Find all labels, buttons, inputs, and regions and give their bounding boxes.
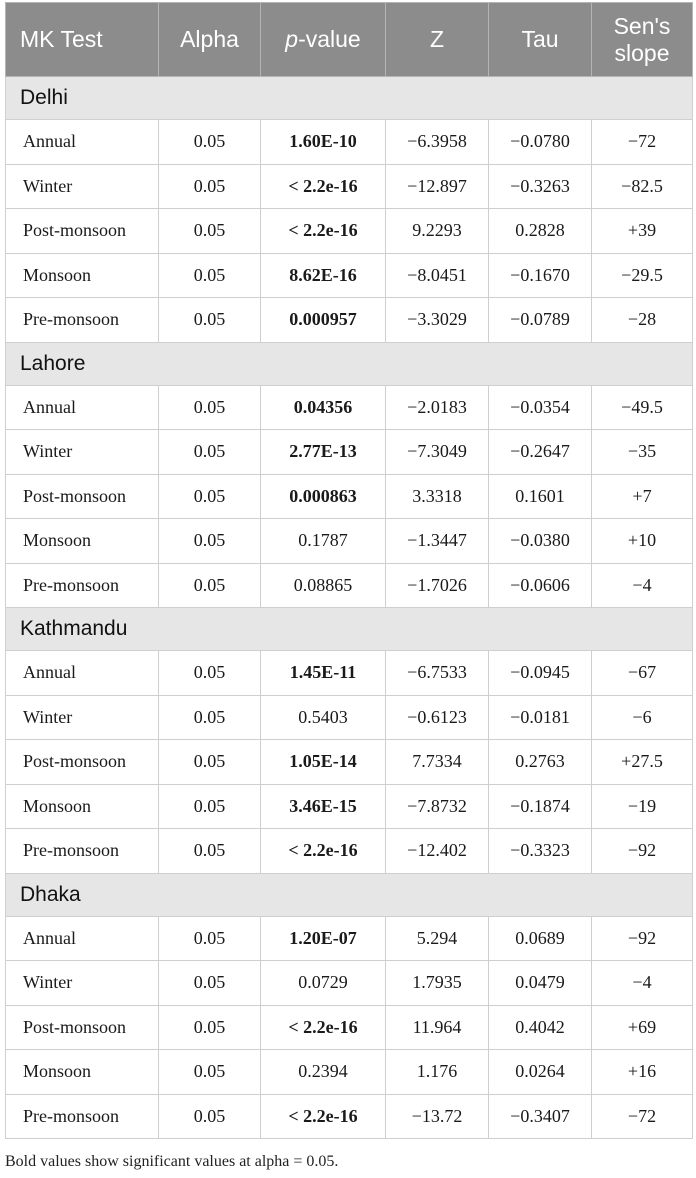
p-value-cell: 0.000863 bbox=[261, 474, 386, 519]
tau-cell: −0.3263 bbox=[489, 164, 592, 209]
alpha-cell: 0.05 bbox=[159, 784, 261, 829]
sens-slope-cell: −92 bbox=[592, 916, 693, 961]
sens-slope-cell: −6 bbox=[592, 695, 693, 740]
table-row bbox=[6, 829, 693, 874]
table-row bbox=[6, 253, 693, 298]
table-row bbox=[6, 430, 693, 475]
z-cell: 3.3318 bbox=[386, 474, 489, 519]
header-mk-test: MK Test bbox=[6, 3, 159, 77]
alpha-cell: 0.05 bbox=[159, 695, 261, 740]
sens-slope-cell: −4 bbox=[592, 563, 693, 608]
season-cell: Pre-monsoon bbox=[6, 298, 159, 343]
p-value-cell: 3.46E-15 bbox=[261, 784, 386, 829]
z-cell: −12.402 bbox=[386, 829, 489, 874]
alpha-cell: 0.05 bbox=[159, 385, 261, 430]
sens-slope-cell: −72 bbox=[592, 120, 693, 165]
tau-cell: 0.4042 bbox=[489, 1005, 592, 1050]
alpha-cell: 0.05 bbox=[159, 961, 261, 1006]
season-cell: Annual bbox=[6, 385, 159, 430]
p-value-cell: 0.000957 bbox=[261, 298, 386, 343]
season-cell: Monsoon bbox=[6, 253, 159, 298]
alpha-cell: 0.05 bbox=[159, 164, 261, 209]
table-row bbox=[6, 164, 693, 209]
season-cell: Monsoon bbox=[6, 784, 159, 829]
p-value-cell: 1.60E-10 bbox=[261, 120, 386, 165]
p-value-cell: 8.62E-16 bbox=[261, 253, 386, 298]
alpha-cell: 0.05 bbox=[159, 253, 261, 298]
tau-cell: −0.3407 bbox=[489, 1094, 592, 1139]
tau-cell: −0.1874 bbox=[489, 784, 592, 829]
sens-slope-cell: −19 bbox=[592, 784, 693, 829]
header-p-rest: -value bbox=[298, 26, 361, 52]
tau-cell: −0.3323 bbox=[489, 829, 592, 874]
sens-slope-cell: −4 bbox=[592, 961, 693, 1006]
header-sens-slope bbox=[592, 3, 693, 77]
p-value-cell: 0.04356 bbox=[261, 385, 386, 430]
season-cell: Annual bbox=[6, 120, 159, 165]
season-cell: Annual bbox=[6, 916, 159, 961]
group-label: Dhaka bbox=[6, 873, 693, 916]
sens-slope-cell: −35 bbox=[592, 430, 693, 475]
season-cell: Monsoon bbox=[6, 1050, 159, 1095]
z-cell: −6.3958 bbox=[386, 120, 489, 165]
tau-cell: 0.1601 bbox=[489, 474, 592, 519]
season-cell: Post-monsoon bbox=[6, 740, 159, 785]
group-row-delhi bbox=[6, 77, 693, 120]
z-cell: 1.7935 bbox=[386, 961, 489, 1006]
tau-cell: 0.0479 bbox=[489, 961, 592, 1006]
table-row bbox=[6, 563, 693, 608]
season-cell: Winter bbox=[6, 164, 159, 209]
z-cell: −7.8732 bbox=[386, 784, 489, 829]
header-p-italic: p bbox=[285, 26, 299, 52]
alpha-cell: 0.05 bbox=[159, 474, 261, 519]
tau-cell: 0.2828 bbox=[489, 209, 592, 254]
alpha-cell: 0.05 bbox=[159, 1094, 261, 1139]
alpha-cell: 0.05 bbox=[159, 1005, 261, 1050]
p-value-cell: < 2.2e-16 bbox=[261, 829, 386, 874]
p-value-cell: < 2.2e-16 bbox=[261, 209, 386, 254]
table-row bbox=[6, 740, 693, 785]
group-row-lahore bbox=[6, 342, 693, 385]
table-row bbox=[6, 784, 693, 829]
table-row bbox=[6, 695, 693, 740]
table-row bbox=[6, 1094, 693, 1139]
group-row-dhaka bbox=[6, 873, 693, 916]
group-label: Delhi bbox=[6, 77, 693, 120]
sens-slope-cell: −49.5 bbox=[592, 385, 693, 430]
z-cell: −8.0451 bbox=[386, 253, 489, 298]
tau-cell: −0.2647 bbox=[489, 430, 592, 475]
season-cell: Post-monsoon bbox=[6, 1005, 159, 1050]
p-value-cell: 1.05E-14 bbox=[261, 740, 386, 785]
table-row bbox=[6, 474, 693, 519]
header-z: Z bbox=[386, 3, 489, 77]
p-value-cell: 1.20E-07 bbox=[261, 916, 386, 961]
header-tau: Tau bbox=[489, 3, 592, 77]
table-body bbox=[6, 77, 693, 1139]
table-row bbox=[6, 209, 693, 254]
sens-slope-cell: +39 bbox=[592, 209, 693, 254]
group-label: Kathmandu bbox=[6, 608, 693, 651]
p-value-cell: 0.08865 bbox=[261, 563, 386, 608]
sens-slope-cell: +16 bbox=[592, 1050, 693, 1095]
alpha-cell: 0.05 bbox=[159, 829, 261, 874]
footnote: Bold values show significant values at alpha = 0.05. bbox=[5, 1153, 339, 1170]
sens-slope-cell: −28 bbox=[592, 298, 693, 343]
table-row bbox=[6, 120, 693, 165]
tau-cell: −0.1670 bbox=[489, 253, 592, 298]
alpha-cell: 0.05 bbox=[159, 563, 261, 608]
p-value-cell: 2.77E-13 bbox=[261, 430, 386, 475]
p-value-cell: < 2.2e-16 bbox=[261, 1094, 386, 1139]
season-cell: Pre-monsoon bbox=[6, 829, 159, 874]
season-cell: Pre-monsoon bbox=[6, 563, 159, 608]
sens-slope-cell: +7 bbox=[592, 474, 693, 519]
z-cell: −1.3447 bbox=[386, 519, 489, 564]
tau-cell: −0.0780 bbox=[489, 120, 592, 165]
season-cell: Pre-monsoon bbox=[6, 1094, 159, 1139]
z-cell: −2.0183 bbox=[386, 385, 489, 430]
alpha-cell: 0.05 bbox=[159, 519, 261, 564]
sens-slope-cell: −67 bbox=[592, 651, 693, 696]
p-value-cell: 0.0729 bbox=[261, 961, 386, 1006]
table-row bbox=[6, 916, 693, 961]
sens-slope-cell: −92 bbox=[592, 829, 693, 874]
table-row bbox=[6, 961, 693, 1006]
tau-cell: 0.2763 bbox=[489, 740, 592, 785]
alpha-cell: 0.05 bbox=[159, 740, 261, 785]
sens-slope-cell: +69 bbox=[592, 1005, 693, 1050]
alpha-cell: 0.05 bbox=[159, 120, 261, 165]
z-cell: 5.294 bbox=[386, 916, 489, 961]
z-cell: −1.7026 bbox=[386, 563, 489, 608]
season-cell: Winter bbox=[6, 430, 159, 475]
sens-slope-cell: +10 bbox=[592, 519, 693, 564]
season-cell: Winter bbox=[6, 961, 159, 1006]
tau-cell: −0.0945 bbox=[489, 651, 592, 696]
alpha-cell: 0.05 bbox=[159, 916, 261, 961]
season-cell: Post-monsoon bbox=[6, 474, 159, 519]
header-sens-line2: slope bbox=[614, 39, 670, 66]
p-value-cell: 1.45E-11 bbox=[261, 651, 386, 696]
season-cell: Winter bbox=[6, 695, 159, 740]
season-cell: Annual bbox=[6, 651, 159, 696]
table-container bbox=[5, 2, 692, 1139]
alpha-cell: 0.05 bbox=[159, 209, 261, 254]
tau-cell: 0.0689 bbox=[489, 916, 592, 961]
tau-cell: −0.0354 bbox=[489, 385, 592, 430]
p-value-cell: 0.2394 bbox=[261, 1050, 386, 1095]
p-value-cell: < 2.2e-16 bbox=[261, 164, 386, 209]
sens-slope-cell: −72 bbox=[592, 1094, 693, 1139]
season-cell: Monsoon bbox=[6, 519, 159, 564]
z-cell: −12.897 bbox=[386, 164, 489, 209]
group-row-kathmandu bbox=[6, 608, 693, 651]
header-p-value bbox=[261, 3, 386, 77]
season-cell: Post-monsoon bbox=[6, 209, 159, 254]
table-row bbox=[6, 1005, 693, 1050]
sens-slope-cell: −82.5 bbox=[592, 164, 693, 209]
sens-slope-cell: −29.5 bbox=[592, 253, 693, 298]
z-cell: 7.7334 bbox=[386, 740, 489, 785]
z-cell: −13.72 bbox=[386, 1094, 489, 1139]
table-row bbox=[6, 1050, 693, 1095]
table-row bbox=[6, 651, 693, 696]
tau-cell: 0.0264 bbox=[489, 1050, 592, 1095]
group-label: Lahore bbox=[6, 342, 693, 385]
p-value-cell: 0.1787 bbox=[261, 519, 386, 564]
p-value-cell: 0.5403 bbox=[261, 695, 386, 740]
table-row bbox=[6, 298, 693, 343]
tau-cell: −0.0606 bbox=[489, 563, 592, 608]
z-cell: 9.2293 bbox=[386, 209, 489, 254]
header-alpha: Alpha bbox=[159, 3, 261, 77]
header-sens-line1: Sen's bbox=[613, 12, 671, 39]
z-cell: −3.3029 bbox=[386, 298, 489, 343]
alpha-cell: 0.05 bbox=[159, 651, 261, 696]
sens-slope-cell: +27.5 bbox=[592, 740, 693, 785]
table-row bbox=[6, 385, 693, 430]
alpha-cell: 0.05 bbox=[159, 298, 261, 343]
header-row bbox=[6, 3, 693, 77]
p-value-cell: < 2.2e-16 bbox=[261, 1005, 386, 1050]
z-cell: 11.964 bbox=[386, 1005, 489, 1050]
alpha-cell: 0.05 bbox=[159, 430, 261, 475]
tau-cell: −0.0789 bbox=[489, 298, 592, 343]
table-row bbox=[6, 519, 693, 564]
z-cell: −7.3049 bbox=[386, 430, 489, 475]
alpha-cell: 0.05 bbox=[159, 1050, 261, 1095]
z-cell: 1.176 bbox=[386, 1050, 489, 1095]
tau-cell: −0.0380 bbox=[489, 519, 592, 564]
tau-cell: −0.0181 bbox=[489, 695, 592, 740]
z-cell: −0.6123 bbox=[386, 695, 489, 740]
mk-test-table bbox=[5, 2, 693, 1139]
z-cell: −6.7533 bbox=[386, 651, 489, 696]
